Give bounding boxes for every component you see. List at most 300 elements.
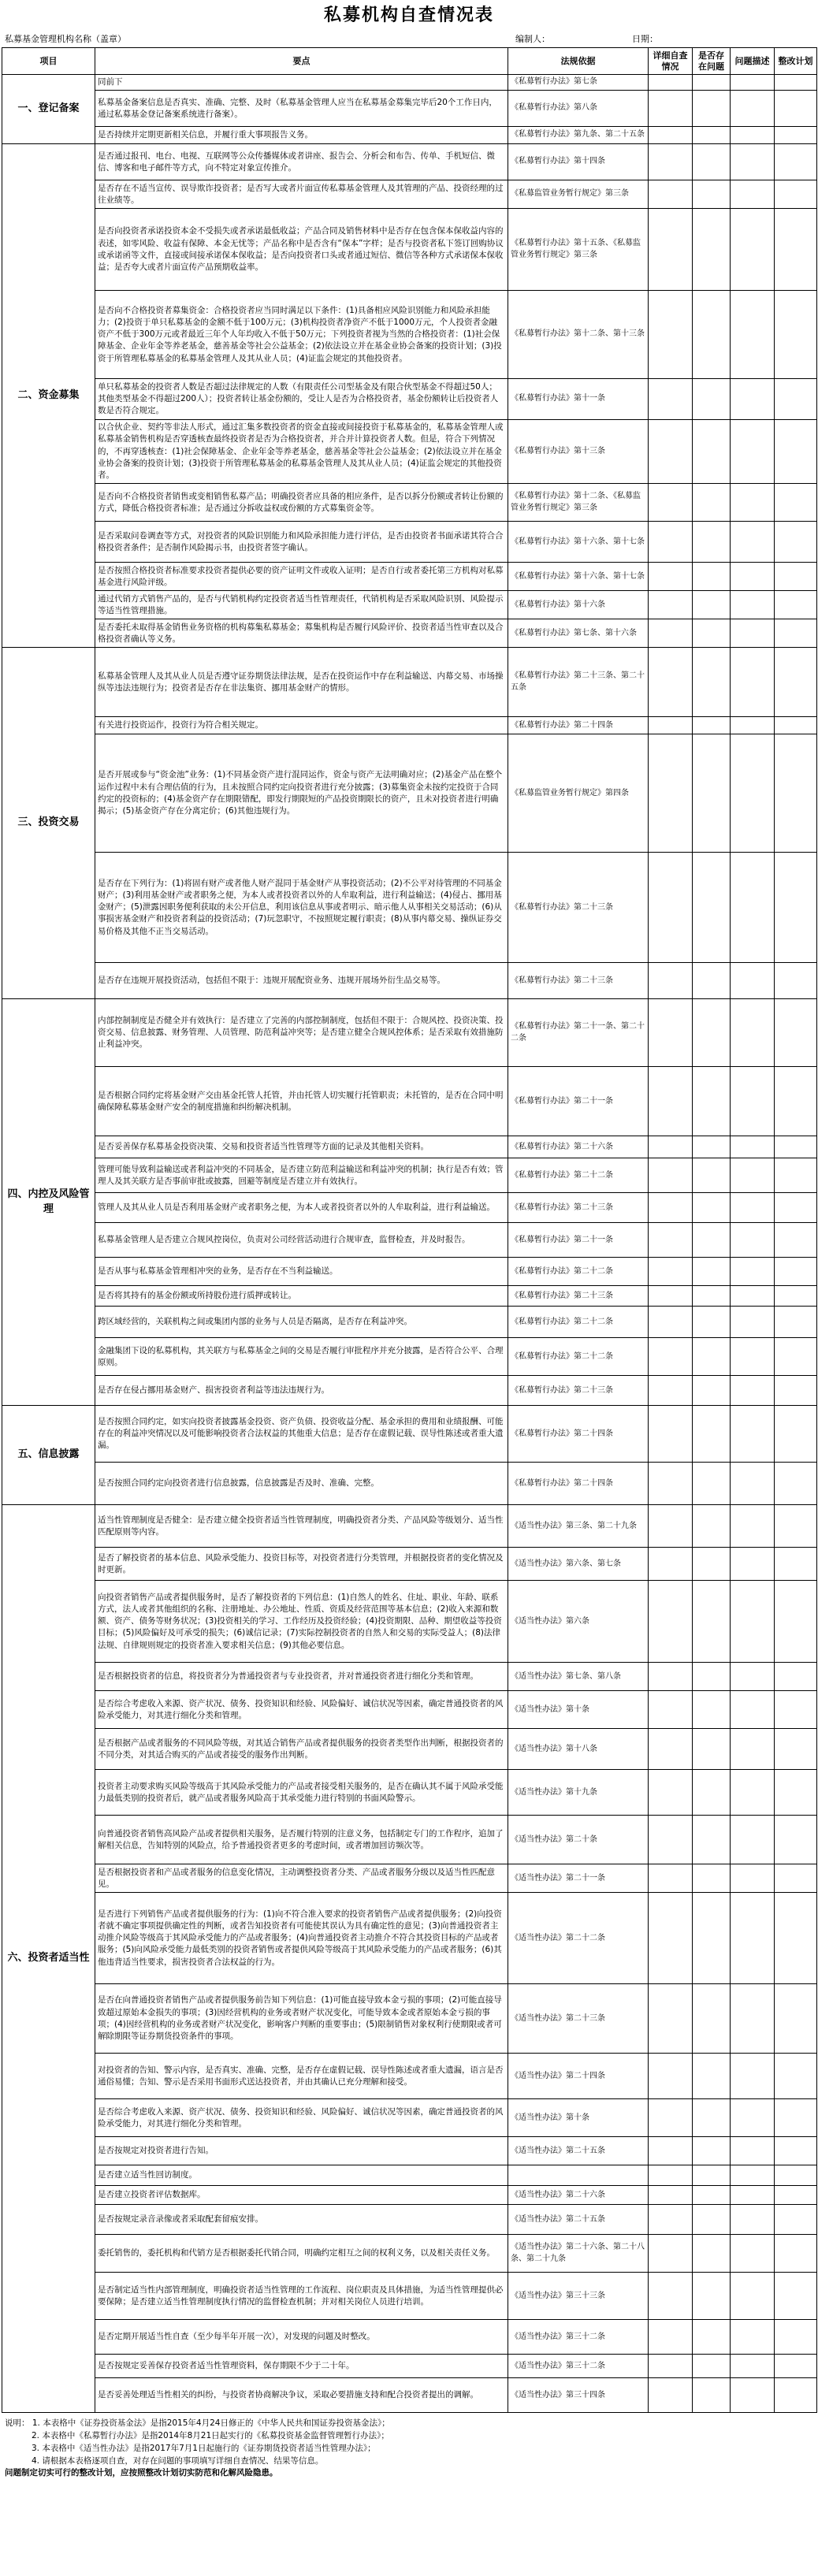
basis-cell: 《适当性办法》第二十六条 — [508, 2186, 649, 2205]
point-cell: 是否持续并定期更新相关信息，并履行重大事项报告义务。 — [95, 127, 508, 144]
issue-desc-cell[interactable] — [731, 1816, 775, 1864]
rectify-plan-cell[interactable] — [775, 2099, 817, 2137]
rectify-plan-cell[interactable] — [775, 1286, 817, 1307]
notes — [2, 2413, 816, 2480]
issue-desc-cell[interactable] — [731, 1505, 775, 1548]
basis-cell: 《私募暂行办法》第二十二条 — [508, 1307, 649, 1338]
table-row — [2, 648, 817, 717]
point-cell: 是否按规定妥善保存投资者适当性管理资料，保存期限不少于二十年。 — [95, 2355, 508, 2378]
issue-desc-cell[interactable] — [731, 853, 775, 963]
rectify-plan-cell[interactable] — [775, 591, 817, 619]
point-cell: 是否制定适当性内部管理制度，明确投资者适当性管理的工作流程、岗位职责及具体措施，为适当性管理提供必要保障；是否建立适当性管理制度执行情况的监督检查机制；并对相关岗位人员进行培训。 — [95, 2273, 508, 2320]
detail-cell[interactable] — [649, 209, 693, 291]
rectify-plan-cell[interactable] — [775, 1581, 817, 1663]
rectify-plan-cell[interactable] — [775, 180, 817, 209]
has-issue-cell[interactable] — [693, 1581, 731, 1663]
point-cell: 金融集团下设的私募机构，其关联方与私募基金之间的交易是否履行审批程序并充分披露，是否符合公平、合理原则。 — [95, 1338, 508, 1376]
issue-desc-cell[interactable] — [731, 1770, 775, 1816]
issue-desc-cell[interactable] — [731, 2235, 775, 2273]
issue-desc-cell[interactable] — [731, 1691, 775, 1729]
issue-desc-cell[interactable] — [731, 1548, 775, 1581]
rectify-plan-cell[interactable] — [775, 209, 817, 291]
detail-cell[interactable] — [649, 75, 693, 91]
rectify-plan-cell[interactable] — [775, 1984, 817, 2054]
note-text: 2. 本表格中《私募暂行办法》是指2014年8月21日起实行的《私募投资基金监督管理暂行办法》； — [32, 2431, 389, 2441]
has-issue-cell[interactable] — [693, 1223, 731, 1258]
detail-cell[interactable] — [649, 2205, 693, 2235]
point-cell: 是否向投资者承诺投资本金不受损失或者承诺最低收益；产品合同及销售材料中是否存在包含保本保收益内容的表述，如零风险、收益有保障、本金无忧等；产品名称中是否含有“保本”字样；是否与投资者私下签订回购协议或承诺函等文件，直接或间接承诺保本保收益；是否向投资者口头或者通过短信、微信等各种方式承诺保本保收益；是否夸大或者片面宣传产品预期收益率。 — [95, 209, 508, 291]
rectify-plan-cell[interactable] — [775, 1193, 817, 1223]
rectify-plan-cell[interactable] — [775, 2137, 817, 2165]
table-row — [2, 963, 817, 999]
issue-desc-cell[interactable] — [731, 1864, 775, 1893]
point-cell: 是否存在违规开展投资活动，包括但不限于：违规开展配资业务、违规开展场外衍生品交易等。 — [95, 963, 508, 999]
has-issue-cell[interactable] — [693, 2355, 731, 2378]
has-issue-cell[interactable] — [693, 1816, 731, 1864]
point-cell: 是否采取问卷调查等方式，对投资者的风险识别能力和风险承担能力进行评估，是否由投资者书面承诺其符合合格投资者条件；是否制作风险揭示书，由投资者签字确认。 — [95, 522, 508, 563]
has-issue-cell[interactable] — [693, 2054, 731, 2099]
issue-desc-cell[interactable] — [731, 1286, 775, 1307]
basis-cell: 《适当性办法》第六条、第七条 — [508, 1548, 649, 1581]
rectify-plan-cell[interactable] — [775, 2165, 817, 2186]
basis-cell: 《私募暂行办法》第二十三条 — [508, 1376, 649, 1406]
basis-cell: 《私募暂行办法》第二十三条、第二十五条 — [508, 648, 649, 717]
issue-desc-cell[interactable] — [731, 648, 775, 717]
basis-cell: 《私募监管业务暂行规定》第四条 — [508, 734, 649, 853]
issue-desc-cell[interactable] — [731, 1338, 775, 1376]
issue-desc-cell[interactable] — [731, 2355, 775, 2378]
has-issue-cell[interactable] — [693, 1338, 731, 1376]
issue-desc-cell[interactable] — [731, 291, 775, 379]
page-title: 私募机构自查情况表 — [323, 5, 494, 25]
detail-cell[interactable] — [649, 1338, 693, 1376]
table-row — [2, 291, 817, 379]
point-cell: 是否向不合格投资者销售或变相销售私募产品；明确投资者应具备的相应条件，是否以拆分份额或者转让份额的方式，降低合格投资者标准；是否通过分拆收益权或份额的方式募集资金等。 — [95, 484, 508, 522]
has-issue-cell[interactable] — [693, 144, 731, 180]
has-issue-cell[interactable] — [693, 209, 731, 291]
rectify-plan-cell[interactable] — [775, 127, 817, 144]
detail-cell[interactable] — [649, 1286, 693, 1307]
point-cell: 向投资者销售产品或者提供服务时，是否了解投资者的下列信息：(1)自然人的姓名、住址、职业、年龄、联系方式，法人或者其他组织的名称、注册地址、办公地址、性质、资质及经营范围等基本信息；(2)收入来源和数额、资产、债务等财务状况；(3)投资相关的学习、工作经历及投资经验；(4)投资期限、品种、期望收益等投资目标；(5)风险偏好及可承受的损失；(6)诚信记录；(7)实际控制投资者的自然人和交易的实际受益人；(8)法律法规、自律规则规定的投资者准入要求相关信息；(9)其他必要信息。 — [95, 1581, 508, 1663]
has-issue-cell[interactable] — [693, 2137, 731, 2165]
basis-cell: 《适当性办法》第三十四条 — [508, 2378, 649, 2413]
rectify-plan-cell[interactable] — [775, 734, 817, 853]
has-issue-cell[interactable] — [693, 963, 731, 999]
detail-cell[interactable] — [649, 127, 693, 144]
has-issue-cell[interactable] — [693, 2320, 731, 2355]
has-issue-cell[interactable] — [693, 1258, 731, 1286]
detail-cell[interactable] — [649, 1307, 693, 1338]
issue-desc-cell[interactable] — [731, 563, 775, 591]
category-cell: 三、投资交易 — [2, 648, 95, 999]
issue-desc-cell[interactable] — [731, 2320, 775, 2355]
rectify-plan-cell[interactable] — [775, 1893, 817, 1984]
detail-cell[interactable] — [649, 2378, 693, 2413]
has-issue-cell[interactable] — [693, 91, 731, 127]
detail-cell[interactable] — [649, 648, 693, 717]
issue-desc-cell[interactable] — [731, 180, 775, 209]
rectify-plan-cell[interactable] — [775, 1406, 817, 1463]
basis-cell: 《适当性办法》第二十四条 — [508, 2054, 649, 2099]
basis-cell: 《私募暂行办法》第十六条 — [508, 591, 649, 619]
has-issue-cell[interactable] — [693, 1691, 731, 1729]
rectify-plan-cell[interactable] — [775, 1307, 817, 1338]
detail-cell[interactable] — [649, 963, 693, 999]
self-check-table — [2, 47, 817, 2413]
has-issue-cell[interactable] — [693, 127, 731, 144]
has-issue-cell[interactable] — [693, 1406, 731, 1463]
rectify-plan-cell[interactable] — [775, 1258, 817, 1286]
rectify-plan-cell[interactable] — [775, 2186, 817, 2205]
category-cell: 六、投资者适当性 — [2, 1505, 95, 2413]
has-issue-cell[interactable] — [693, 75, 731, 91]
detail-cell[interactable] — [649, 2099, 693, 2137]
issue-desc-cell[interactable] — [731, 522, 775, 563]
detail-cell[interactable] — [649, 1548, 693, 1581]
has-issue-cell[interactable] — [693, 2099, 731, 2137]
header-issue-desc: 问题描述 — [731, 48, 775, 75]
point-cell: 是否了解投资者的基本信息、风险承受能力、投资目标等，对投资者进行分类管理，并根据投资者的变化情况及时更新。 — [95, 1548, 508, 1581]
issue-desc-cell[interactable] — [731, 2099, 775, 2137]
rectify-plan-cell[interactable] — [775, 2235, 817, 2273]
rectify-plan-cell[interactable] — [775, 1663, 817, 1691]
issue-desc-cell[interactable] — [731, 1307, 775, 1338]
has-issue-cell[interactable] — [693, 420, 731, 484]
issue-desc-cell[interactable] — [731, 484, 775, 522]
table-row — [2, 1136, 817, 1158]
point-cell: 是否综合考虑收入来源、资产状况、债务、投资知识和经验、风险偏好、诚信状况等因素，确定普通投资者的风险承受能力，对其进行细化分类和管理。 — [95, 1691, 508, 1729]
detail-cell[interactable] — [649, 563, 693, 591]
point-cell: 是否委托未取得基金销售业务资格的机构募集私募基金；募集机构是否履行风险评价、投资者适当性审查以及合格投资者确认等义务。 — [95, 619, 508, 648]
header-points: 要点 — [95, 48, 508, 75]
point-cell: 是否妥善处理适当性相关的纠纷，与投资者协商解决争议，采取必要措施支持和配合投资者提出的调解。 — [95, 2378, 508, 2413]
issue-desc-cell[interactable] — [731, 1729, 775, 1770]
has-issue-cell[interactable] — [693, 484, 731, 522]
header-detail: 详细自查情况 — [649, 48, 693, 75]
issue-desc-cell[interactable] — [731, 1663, 775, 1691]
has-issue-cell[interactable] — [693, 1548, 731, 1581]
rectify-plan-cell[interactable] — [775, 75, 817, 91]
detail-cell[interactable] — [649, 1663, 693, 1691]
has-issue-cell[interactable] — [693, 1663, 731, 1691]
issue-desc-cell[interactable] — [731, 619, 775, 648]
point-cell: 通过代销方式销售产品的，是否与代销机构约定投资者适当性管理责任，代销机构是否采取风险识别、风险提示等适当性管理措施。 — [95, 591, 508, 619]
detail-cell[interactable] — [649, 1864, 693, 1893]
has-issue-cell[interactable] — [693, 1770, 731, 1816]
issue-desc-cell[interactable] — [731, 2378, 775, 2413]
point-cell: 是否存在侵占挪用基金财产、损害投资者利益等违法违规行为。 — [95, 1376, 508, 1406]
point-cell: 是否存在下列行为：(1)将固有财产或者他人财产混同于基金财产从事投资活动；(2)不公平对待管理的不同基金财产；(3)利用基金财产或者职务之便，为本人或者投资者以外的人牟取利益，进行利益输送；(4)侵占、挪用基金财产；(5)泄露因职务便利获取的未公开信息，利用该信息从事或者明示、暗示他人从事相关交易活动；(6)从事损害基金财产和投资者利益的投资活动；(7)玩忽职守，不按照规定履行职责；(8)从事内幕交易、操纵证券交易价格及其他不正当交易活动。 — [95, 853, 508, 963]
detail-cell[interactable] — [649, 1463, 693, 1505]
detail-cell[interactable] — [649, 522, 693, 563]
issue-desc-cell[interactable] — [731, 420, 775, 484]
rectify-plan-cell[interactable] — [775, 91, 817, 127]
has-issue-cell[interactable] — [693, 734, 731, 853]
basis-cell: 《适当性办法》第二十二条 — [508, 1893, 649, 1984]
has-issue-cell[interactable] — [693, 853, 731, 963]
issue-desc-cell[interactable] — [731, 2137, 775, 2165]
detail-cell[interactable] — [649, 1893, 693, 1984]
header-basis: 法规依据 — [508, 48, 649, 75]
issue-desc-cell[interactable] — [731, 2205, 775, 2235]
issue-desc-cell[interactable] — [731, 1406, 775, 1463]
rectify-plan-cell[interactable] — [775, 1463, 817, 1505]
category-cell: 二、资金募集 — [2, 144, 95, 648]
table-row — [2, 2235, 817, 2273]
rectify-plan-cell[interactable] — [775, 1864, 817, 1893]
table-row — [2, 1463, 817, 1505]
detail-cell[interactable] — [649, 2235, 693, 2273]
basis-cell: 《私募暂行办法》第二十三条 — [508, 1193, 649, 1223]
detail-cell[interactable] — [649, 2165, 693, 2186]
issue-desc-cell[interactable] — [731, 209, 775, 291]
issue-desc-cell[interactable] — [731, 717, 775, 734]
detail-cell[interactable] — [649, 2054, 693, 2099]
issue-desc-cell[interactable] — [731, 2054, 775, 2099]
detail-cell[interactable] — [649, 734, 693, 853]
detail-cell[interactable] — [649, 999, 693, 1067]
rectify-plan-cell[interactable] — [775, 963, 817, 999]
rectify-plan-cell[interactable] — [775, 2355, 817, 2378]
detail-cell[interactable] — [649, 1158, 693, 1193]
has-issue-cell[interactable] — [693, 563, 731, 591]
has-issue-cell[interactable] — [693, 717, 731, 734]
table-row — [2, 619, 817, 648]
rectify-plan-cell[interactable] — [775, 648, 817, 717]
point-cell: 是否根据投资者和产品或者服务的信息变化情况，主动调整投资者分类、产品或者服务分级以及适当性匹配意见。 — [95, 1864, 508, 1893]
point-cell: 管理可能导致利益输送或者利益冲突的不同基金，是否建立防范利益输送和利益冲突的机制；执行是否有效；管理人及其关联方是否事前审批或披露，回避等制度是否建立并有效执行。 — [95, 1158, 508, 1193]
rectify-plan-cell[interactable] — [775, 2320, 817, 2355]
has-issue-cell[interactable] — [693, 2378, 731, 2413]
issue-desc-cell[interactable] — [731, 1376, 775, 1406]
has-issue-cell[interactable] — [693, 591, 731, 619]
detail-cell[interactable] — [649, 1193, 693, 1223]
table-row — [2, 1984, 817, 2054]
has-issue-cell[interactable] — [693, 1307, 731, 1338]
issue-desc-cell[interactable] — [731, 1136, 775, 1158]
issue-desc-cell[interactable] — [731, 1581, 775, 1663]
rectify-plan-cell[interactable] — [775, 291, 817, 379]
detail-cell[interactable] — [649, 2320, 693, 2355]
has-issue-cell[interactable] — [693, 1158, 731, 1193]
detail-cell[interactable] — [649, 853, 693, 963]
rectify-plan-cell[interactable] — [775, 522, 817, 563]
rectify-plan-cell[interactable] — [775, 1136, 817, 1158]
basis-cell: 《私募暂行办法》第十四条 — [508, 144, 649, 180]
has-issue-cell[interactable] — [693, 1984, 731, 2054]
point-cell: 是否按照合同约定向投资者进行信息披露，信息披露是否及时、准确、完整。 — [95, 1463, 508, 1505]
has-issue-cell[interactable] — [693, 2165, 731, 2186]
issue-desc-cell[interactable] — [731, 963, 775, 999]
detail-cell[interactable] — [649, 1770, 693, 1816]
has-issue-cell[interactable] — [693, 648, 731, 717]
detail-cell[interactable] — [649, 144, 693, 180]
issue-desc-cell[interactable] — [731, 1463, 775, 1505]
table-row — [2, 1158, 817, 1193]
has-issue-cell[interactable] — [693, 1286, 731, 1307]
table-row — [2, 563, 817, 591]
basis-cell: 《私募暂行办法》第二十二条 — [508, 1158, 649, 1193]
has-issue-cell[interactable] — [693, 1729, 731, 1770]
rectify-plan-cell[interactable] — [775, 1067, 817, 1136]
basis-cell: 《适当性办法》第二十六条、第二十八条、第二十九条 — [508, 2235, 649, 2273]
has-issue-cell[interactable] — [693, 2235, 731, 2273]
has-issue-cell[interactable] — [693, 1136, 731, 1158]
detail-cell[interactable] — [649, 1729, 693, 1770]
detail-cell[interactable] — [649, 91, 693, 127]
note-text: 3. 本表格中《适当性办法》是指2017年7月1日起施行的《证券期货投资者适当性管理办法》； — [32, 2443, 376, 2453]
point-cell: 是否根据产品或者服务的不同风险等级，对其适合销售产品或者提供服务的投资者类型作出判断，根据投资者的不同分类，对其适合购买的产品或者接受的服务作出判断。 — [95, 1729, 508, 1770]
issue-desc-cell[interactable] — [731, 1893, 775, 1984]
rectify-plan-cell[interactable] — [775, 1158, 817, 1193]
issue-desc-cell[interactable] — [731, 127, 775, 144]
detail-cell[interactable] — [649, 619, 693, 648]
rectify-plan-cell[interactable] — [775, 1505, 817, 1548]
detail-cell[interactable] — [649, 1505, 693, 1548]
form-meta — [2, 30, 816, 47]
issue-desc-cell[interactable] — [731, 75, 775, 91]
detail-cell[interactable] — [649, 291, 693, 379]
issue-desc-cell[interactable] — [731, 1223, 775, 1258]
issue-desc-cell[interactable] — [731, 2273, 775, 2320]
basis-cell: 《适当性办法》第三十二条 — [508, 2355, 649, 2378]
detail-cell[interactable] — [649, 1067, 693, 1136]
point-cell: 是否向不合格投资者募集资金：合格投资者应当同时满足以下条件：(1)具备相应风险识别能力和风险承担能力；(2)投资于单只私募基金的金额不低于100万元；(3)机构投资者净资产不低于1000万元，个人投资者金融资产不低于300万元或者最近三年个人年均收入不低于50万元；下列投资者视为当然的合格投资者：(1)社会保障基金、企业年金等养老基金，慈善基金等社会公益基金；(2)依法设立并在基金业协会备案的投资计划；(3)投资于所管理私募基金的私募基金管理人及其从业人员；(4)证监会规定的其他投资者。 — [95, 291, 508, 379]
has-issue-cell[interactable] — [693, 522, 731, 563]
detail-cell[interactable] — [649, 1984, 693, 2054]
has-issue-cell[interactable] — [693, 1067, 731, 1136]
rectify-plan-cell[interactable] — [775, 2205, 817, 2235]
detail-cell[interactable] — [649, 2355, 693, 2378]
rectify-plan-cell[interactable] — [775, 853, 817, 963]
rectify-plan-cell[interactable] — [775, 1548, 817, 1581]
detail-cell[interactable] — [649, 1816, 693, 1864]
detail-cell[interactable] — [649, 180, 693, 209]
point-cell: 是否建立投资者评估数据库。 — [95, 2186, 508, 2205]
issue-desc-cell[interactable] — [731, 591, 775, 619]
has-issue-cell[interactable] — [693, 1505, 731, 1548]
rectify-plan-cell[interactable] — [775, 1770, 817, 1816]
issue-desc-cell[interactable] — [731, 734, 775, 853]
detail-cell[interactable] — [649, 420, 693, 484]
rectify-plan-cell[interactable] — [775, 420, 817, 484]
rectify-plan-cell[interactable] — [775, 2054, 817, 2099]
detail-cell[interactable] — [649, 2273, 693, 2320]
basis-cell: 《适当性办法》第三条、第二十九条 — [508, 1505, 649, 1548]
notes-label: 说明： — [5, 2418, 30, 2429]
detail-cell[interactable] — [649, 717, 693, 734]
rectify-plan-cell[interactable] — [775, 379, 817, 420]
detail-cell[interactable] — [649, 1258, 693, 1286]
has-issue-cell[interactable] — [693, 291, 731, 379]
detail-cell[interactable] — [649, 2186, 693, 2205]
point-cell: 是否建立适当性回访制度。 — [95, 2165, 508, 2186]
rectify-plan-cell[interactable] — [775, 619, 817, 648]
basis-cell: 《私募暂行办法》第十六条、第十七条 — [508, 522, 649, 563]
has-issue-cell[interactable] — [693, 2205, 731, 2235]
detail-cell[interactable] — [649, 1376, 693, 1406]
has-issue-cell[interactable] — [693, 180, 731, 209]
rectify-plan-cell[interactable] — [775, 717, 817, 734]
detail-cell[interactable] — [649, 1136, 693, 1158]
rectify-plan-cell[interactable] — [775, 1338, 817, 1376]
has-issue-cell[interactable] — [693, 1864, 731, 1893]
table-row — [2, 734, 817, 853]
has-issue-cell[interactable] — [693, 1893, 731, 1984]
basis-cell: 《适当性办法》第二十三条 — [508, 1984, 649, 2054]
detail-cell[interactable] — [649, 484, 693, 522]
detail-cell[interactable] — [649, 1691, 693, 1729]
table-row — [2, 1193, 817, 1223]
rectify-plan-cell[interactable] — [775, 1376, 817, 1406]
has-issue-cell[interactable] — [693, 1463, 731, 1505]
basis-cell: 《适当性办法》第六条 — [508, 1581, 649, 1663]
issue-desc-cell[interactable] — [731, 1984, 775, 2054]
issue-desc-cell[interactable] — [731, 1193, 775, 1223]
point-cell: 是否通过报刊、电台、电视、互联网等公众传播媒体或者讲座、报告会、分析会和布告、传单、手机短信、微信、博客和电子邮件等方式，向不特定对象宣传推介。 — [95, 144, 508, 180]
has-issue-cell[interactable] — [693, 2186, 731, 2205]
point-cell: 是否按照合格投资者标准要求投资者提供必要的资产证明文件或收入证明；是否自行或者委托第三方机构对私募基金进行风险评级。 — [95, 563, 508, 591]
detail-cell[interactable] — [649, 2137, 693, 2165]
point-cell: 内部控制制度是否健全并有效执行：是否建立了完善的内部控制制度，包括但不限于：合规风控、投资决策、投资交易、信息披露、财务管理、人员管理、防范利益冲突等；是否建立健全合规风控体系；是否采取有效措施防止利益冲突。 — [95, 999, 508, 1067]
basis-cell: 《适当性办法》第三十二条 — [508, 2320, 649, 2355]
has-issue-cell[interactable] — [693, 2273, 731, 2320]
basis-cell: 《私募暂行办法》第二十四条 — [508, 717, 649, 734]
rectify-plan-cell[interactable] — [775, 999, 817, 1067]
note-3 — [5, 2443, 813, 2455]
rectify-plan-cell[interactable] — [775, 1691, 817, 1729]
issue-desc-cell[interactable] — [731, 1067, 775, 1136]
rectify-plan-cell[interactable] — [775, 2378, 817, 2413]
has-issue-cell[interactable] — [693, 999, 731, 1067]
detail-cell[interactable] — [649, 1581, 693, 1663]
rectify-plan-cell[interactable] — [775, 2273, 817, 2320]
rectify-plan-cell[interactable] — [775, 1223, 817, 1258]
table-row — [2, 2186, 817, 2205]
table-row — [2, 2205, 817, 2235]
issue-desc-cell[interactable] — [731, 2165, 775, 2186]
category-cell: 一、登记备案 — [2, 75, 95, 144]
basis-cell: 《私募暂行办法》第二十三条 — [508, 963, 649, 999]
table-row — [2, 522, 817, 563]
has-issue-cell[interactable] — [693, 1193, 731, 1223]
issue-desc-cell[interactable] — [731, 1258, 775, 1286]
issue-desc-cell[interactable] — [731, 379, 775, 420]
basis-cell: 《私募暂行办法》第十一条 — [508, 379, 649, 420]
has-issue-cell[interactable] — [693, 379, 731, 420]
detail-cell[interactable] — [649, 379, 693, 420]
issue-desc-cell[interactable] — [731, 1158, 775, 1193]
rectify-plan-cell[interactable] — [775, 484, 817, 522]
table-row — [2, 1223, 817, 1258]
rectify-plan-cell[interactable] — [775, 563, 817, 591]
has-issue-cell[interactable] — [693, 619, 731, 648]
issue-desc-cell[interactable] — [731, 144, 775, 180]
point-cell: 同前下 — [95, 75, 508, 91]
detail-cell[interactable] — [649, 1223, 693, 1258]
issue-desc-cell[interactable] — [731, 2186, 775, 2205]
rectify-plan-cell[interactable] — [775, 144, 817, 180]
rectify-plan-cell[interactable] — [775, 1816, 817, 1864]
issue-desc-cell[interactable] — [731, 91, 775, 127]
table-row — [2, 1691, 817, 1729]
rectify-plan-cell[interactable] — [775, 1729, 817, 1770]
detail-cell[interactable] — [649, 591, 693, 619]
point-cell: 是否在向普通投资者销售产品或者提供服务前告知下列信息：(1)可能直接导致本金亏损的事项；(2)可能直接导致超过原始本金损失的事项；(3)因经营机构的业务或者财产状况变化，可能导致本金或者原始本金亏损的事项；(4)因经营机构的业务或者财产状况变化，影响客户判断的重要事由；(5)限制销售对象权利行使期限或者可解除期限等证券期货投资条件的事项。 — [95, 1984, 508, 2054]
has-issue-cell[interactable] — [693, 1376, 731, 1406]
issue-desc-cell[interactable] — [731, 999, 775, 1067]
detail-cell[interactable] — [649, 1406, 693, 1463]
